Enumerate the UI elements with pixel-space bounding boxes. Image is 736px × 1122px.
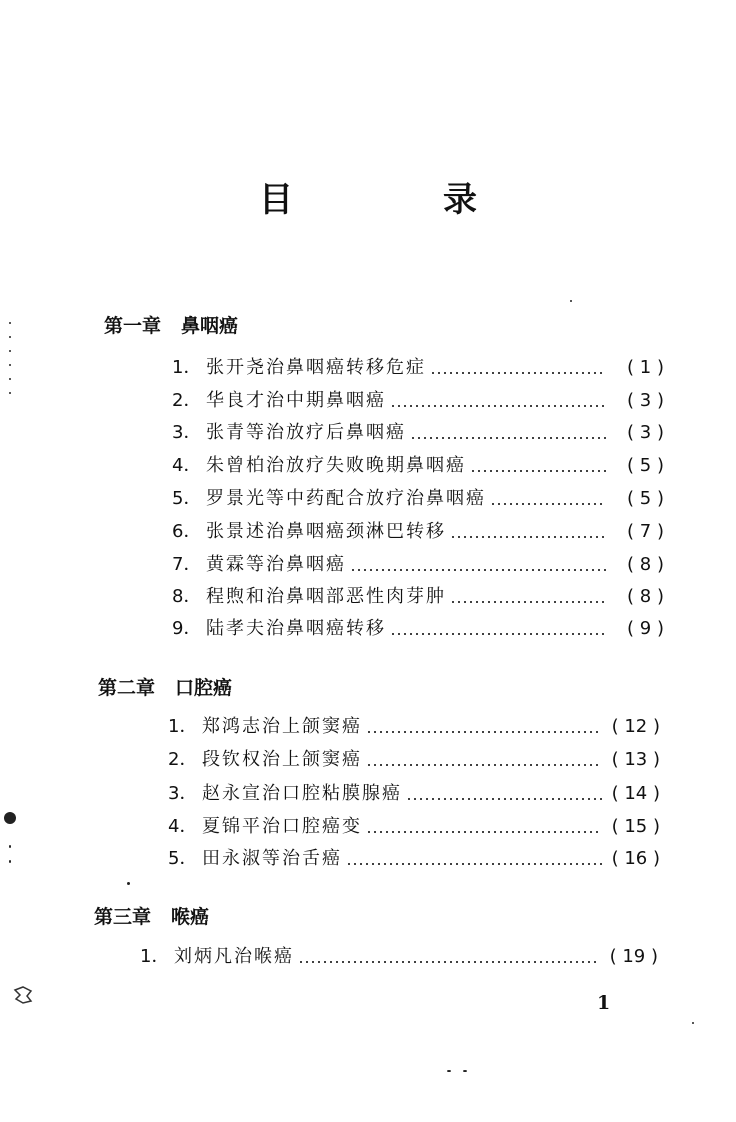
entry-title: 陆孝夫治鼻咽癌转移 [206, 618, 386, 639]
dot-leader [470, 470, 606, 472]
scan-speck [9, 378, 11, 380]
entry-number: 7． [172, 554, 202, 575]
entry-title: 郑鸿志治上颌窦癌 [202, 716, 362, 737]
page-title: 目 录 [259, 180, 535, 220]
dot-leader [406, 798, 602, 800]
entry-number: 2． [168, 749, 198, 770]
chapter-name: 喉癌 [171, 906, 210, 928]
entry-page: ( 9 ) [627, 618, 664, 639]
chapter-name: 口腔癌 [175, 677, 233, 699]
dot-leader [298, 961, 600, 963]
entry-title: 张开尧治鼻咽癌转移危症 [206, 357, 426, 378]
entry-title: 赵永宣治口腔粘膜腺癌 [202, 783, 402, 804]
entry-number: 1． [168, 716, 198, 737]
entry-title: 程煦和治鼻咽部恶性肉芽肿 [206, 586, 446, 607]
dot-leader [410, 437, 606, 439]
scan-blot [4, 812, 16, 824]
entry-number: 3． [168, 783, 198, 804]
toc-entry[interactable] [172, 551, 664, 579]
scan-speck [9, 845, 11, 848]
toc-entry[interactable] [168, 813, 660, 841]
entry-page: ( 8 ) [627, 586, 664, 607]
entry-number: 9． [172, 618, 202, 639]
entry-page: ( 16 ) [611, 848, 660, 869]
toc-entry[interactable] [168, 780, 660, 808]
dot-leader [490, 503, 606, 505]
entry-page: ( 8 ) [627, 554, 664, 575]
toc-entry[interactable] [168, 845, 660, 873]
dot-leader [366, 764, 602, 766]
toc-entry[interactable] [168, 713, 660, 741]
entry-title: 刘炳凡治喉癌 [174, 946, 294, 967]
entry-number: 3． [172, 422, 202, 443]
entry-number: 5． [172, 488, 202, 509]
scan-speck [692, 1022, 694, 1024]
scan-speck [463, 1070, 467, 1072]
chapter-name: 鼻咽癌 [181, 315, 239, 337]
entry-title: 夏锦平治口腔癌变 [202, 816, 362, 837]
toc-entry[interactable] [172, 387, 664, 415]
page-number: 1 [597, 992, 611, 1014]
entry-number: 1． [172, 357, 202, 378]
toc-entry[interactable] [172, 485, 664, 513]
entry-page: ( 15 ) [611, 816, 660, 837]
toc-entry[interactable] [172, 354, 664, 382]
entry-number: 2． [172, 390, 202, 411]
toc-entry[interactable] [172, 615, 664, 643]
dot-leader [450, 601, 606, 603]
dot-leader [430, 372, 606, 374]
entry-number: 5． [168, 848, 198, 869]
scan-speck [9, 392, 11, 394]
chapter-heading [94, 902, 209, 929]
scan-smudge [12, 984, 34, 1006]
chapter-label: 第二章 [98, 677, 156, 699]
entry-page: ( 5 ) [627, 455, 664, 476]
toc-entry[interactable] [172, 419, 664, 447]
chapter-label: 第三章 [94, 906, 152, 928]
scan-speck [127, 882, 130, 885]
scan-speck [9, 860, 11, 863]
dot-leader [450, 536, 606, 538]
entry-page: ( 3 ) [627, 390, 664, 411]
chapter-heading [98, 673, 232, 700]
entry-number: 4． [168, 816, 198, 837]
scan-speck [9, 364, 11, 366]
entry-title: 黄霖等治鼻咽癌 [206, 554, 346, 575]
entry-number: 1． [140, 946, 170, 967]
entry-number: 8． [172, 586, 202, 607]
scan-speck [9, 336, 11, 338]
entry-title: 罗景光等中药配合放疗治鼻咽癌 [206, 488, 486, 509]
scan-speck [447, 1070, 451, 1072]
entry-page: ( 12 ) [611, 716, 660, 737]
entry-page: ( 5 ) [627, 488, 664, 509]
chapter-heading [104, 311, 238, 338]
entry-title: 华良才治中期鼻咽癌 [206, 390, 386, 411]
dot-leader [366, 831, 602, 833]
entry-page: ( 14 ) [611, 783, 660, 804]
toc-entry[interactable] [140, 943, 658, 971]
entry-page: ( 3 ) [627, 422, 664, 443]
entry-title: 朱曾柏治放疗失败晚期鼻咽癌 [206, 455, 466, 476]
toc-entry[interactable] [172, 518, 664, 546]
dot-leader [390, 633, 606, 635]
entry-page: ( 1 ) [627, 357, 664, 378]
entry-title: 张景述治鼻咽癌颈淋巴转移 [206, 521, 446, 542]
entry-number: 4． [172, 455, 202, 476]
toc-entry[interactable] [172, 583, 664, 611]
entry-title: 张青等治放疗后鼻咽癌 [206, 422, 406, 443]
entry-page: ( 13 ) [611, 749, 660, 770]
scan-speck [570, 300, 572, 302]
entry-page: ( 19 ) [609, 946, 658, 967]
chapter-label: 第一章 [104, 315, 162, 337]
scan-speck [9, 350, 11, 352]
dot-leader [346, 863, 602, 865]
toc-entry[interactable] [168, 746, 660, 774]
entry-title: 段钦权治上颌窦癌 [202, 749, 362, 770]
dot-leader [350, 569, 606, 571]
entry-page: ( 7 ) [627, 521, 664, 542]
dot-leader [390, 405, 606, 407]
entry-number: 6． [172, 521, 202, 542]
scan-speck [9, 322, 11, 324]
dot-leader [366, 731, 602, 733]
entry-title: 田永淑等治舌癌 [202, 848, 342, 869]
toc-entry[interactable] [172, 452, 664, 480]
